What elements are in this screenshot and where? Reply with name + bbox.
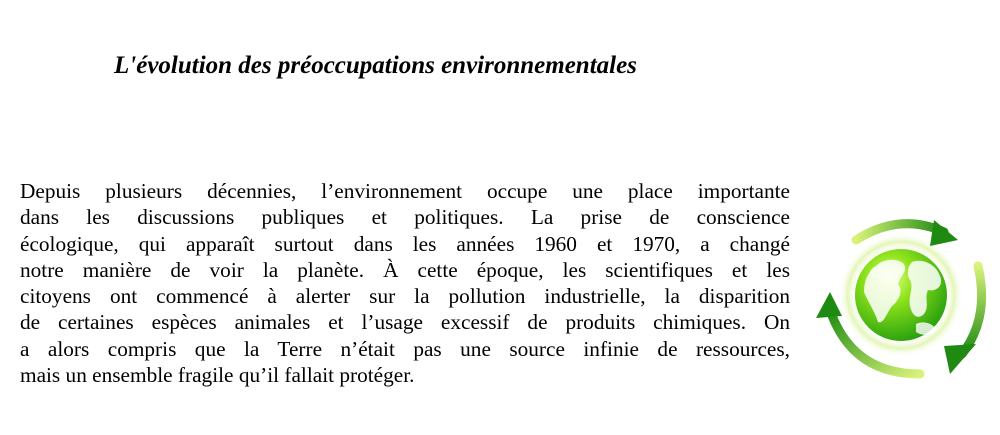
- recycling-globe-icon: [812, 206, 990, 384]
- paragraph-line: a alors compris que la Terre n’était pas une source infinie de ressources,: [20, 336, 790, 361]
- paragraph-line: mais un ensemble fragile qu’il fallait protéger.: [20, 363, 415, 388]
- paragraph-line: de certaines espèces animales et l’usage excessif de produits chimiques. On: [20, 310, 790, 335]
- arrow-top-head: [930, 220, 958, 246]
- arrow-left-head: [816, 292, 842, 318]
- paragraph-line: citoyens ont commencé à alerter sur la pollution industrielle, la disparition: [20, 284, 790, 309]
- paragraph-line: notre manière de voir la planète. À cette époque, les scientifiques et les: [20, 257, 790, 282]
- paragraph-line: écologique, qui apparaît surtout dans les années 1960 et 1970, a changé: [20, 231, 790, 256]
- document-title: L'évolution des préoccupations environnementales: [114, 52, 637, 79]
- body-paragraph: [20, 178, 790, 388]
- arrow-right-head: [944, 344, 976, 374]
- paragraph-line: Depuis plusieurs décennies, l’environnement occupe une place importante: [20, 179, 790, 203]
- globe-highlight: [870, 264, 902, 280]
- paragraph-line: dans les discussions publiques et politiques. La prise de conscience: [20, 205, 790, 230]
- arrow-right-stroke: [962, 266, 982, 354]
